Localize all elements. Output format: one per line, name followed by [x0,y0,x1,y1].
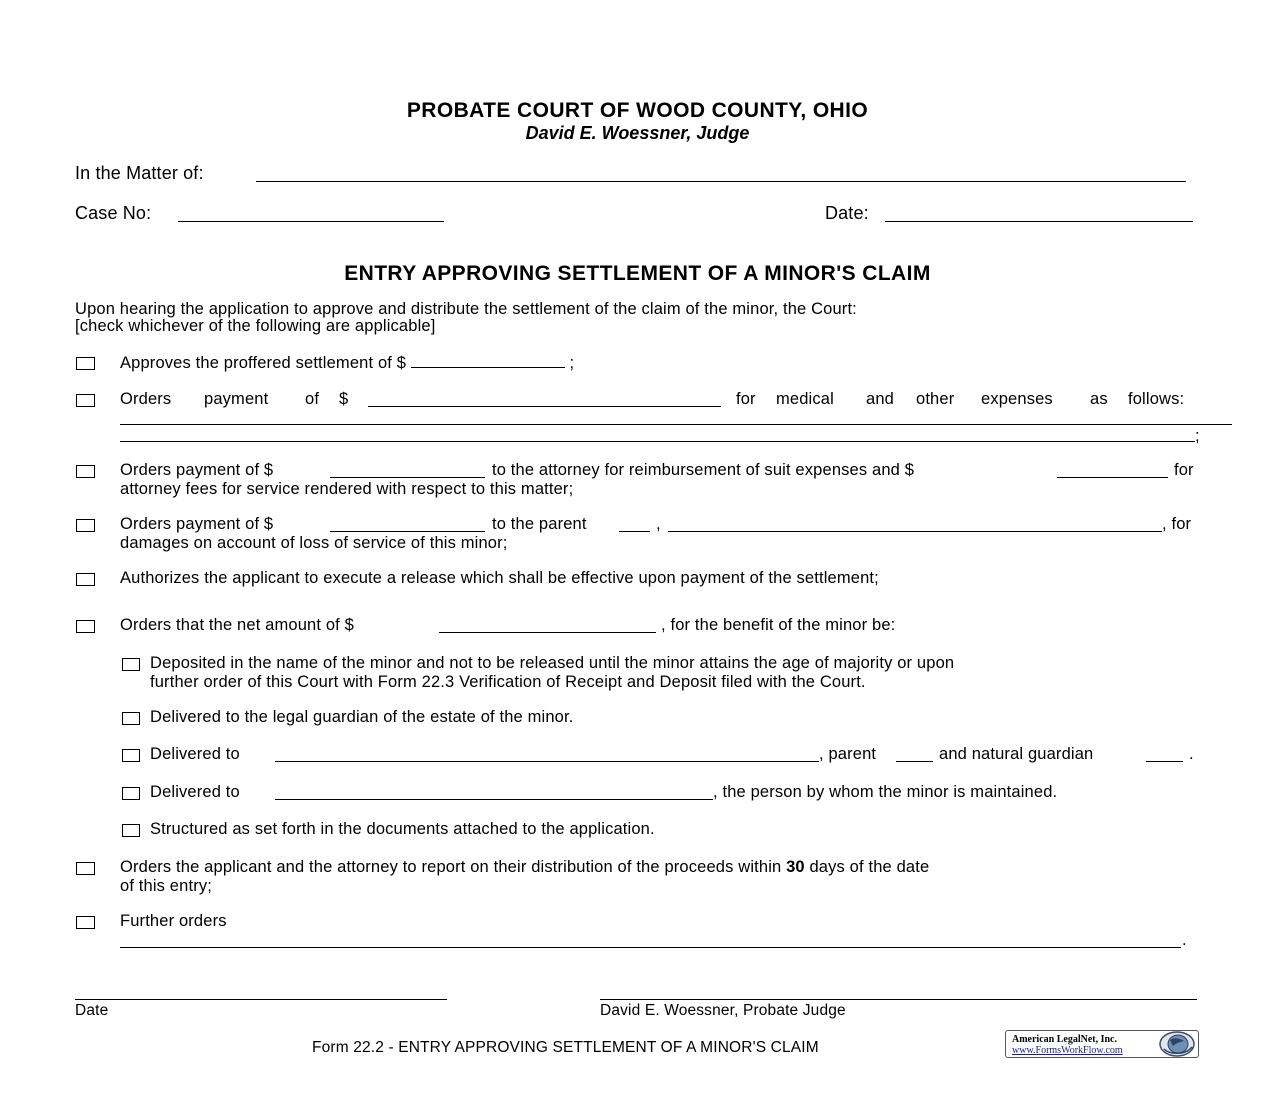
footer-form-name: Form 22.2 - ENTRY APPROVING SETTLEMENT OF A MINOR'S CLAIM [312,1039,819,1056]
attorney-line-2: attorney fees for service rendered with respect to this matter; [120,480,574,498]
delivered-parent-and: and natural guardian [939,745,1094,763]
attorney-fees-field[interactable] [1057,477,1168,478]
case-label: Case No: [75,203,152,223]
medical-word-expenses: expenses [981,390,1053,408]
logo-url[interactable]: www.FormsWorkFlow.com [1012,1045,1123,1056]
parent-comma: , [656,515,661,533]
report-line-1 [120,858,929,877]
approves-text [120,353,574,373]
delivered-parent-period: . [1189,745,1194,763]
medical-word-and: and [866,390,894,408]
case-field[interactable] [178,221,444,222]
deposited-line-2: further order of this Court with Form 22.3 Verification of Receipt and Deposit filed with the Court. [150,673,866,691]
date-label: Date: [825,203,869,223]
medical-amount-field[interactable] [368,406,721,407]
medical-word-payment: payment [204,390,269,408]
signature-date-label: Date [75,1002,109,1019]
medical-word-follows: follows: [1128,390,1185,408]
report-text: Orders the applicant and the attorney to report on their distribution of the proceeds within [120,858,782,876]
judge-signature-line[interactable] [600,999,1197,1000]
medical-word-dollar: $ [339,390,349,408]
deposited-checkbox[interactable] [122,658,140,671]
guardian-suffix-field[interactable] [1146,761,1183,762]
globe-icon [1158,1031,1196,1057]
american-legalnet-logo[interactable] [1005,1030,1199,1058]
further-period: . [1182,931,1187,949]
matter-label: In the Matter of: [75,163,204,183]
judge-signature-label: David E. Woessner, Probate Judge [600,1002,846,1019]
parent-checkbox[interactable] [76,519,95,532]
net-amount-checkbox[interactable] [76,620,95,633]
judge-subtitle: David E. Woessner, Judge [525,123,750,143]
guardian-text: Delivered to the legal guardian of the estate of the minor. [150,708,574,726]
delivered-parent-post: , parent [819,745,877,763]
delivered-parent-name-field[interactable] [275,761,819,762]
medical-word-as: as [1090,390,1108,408]
intro-line-1: Upon hearing the application to approve and distribute the settlement of the claim of the minor, the Court: [75,300,857,318]
delivered-person-name-field[interactable] [275,799,713,800]
parent-for: , for [1162,515,1192,533]
further-orders-field[interactable] [120,947,1181,948]
parent-name-field[interactable] [668,531,1162,532]
report-days: 30 [786,858,805,876]
parent-amount-field[interactable] [330,531,485,532]
approves-checkbox[interactable] [76,357,95,370]
structured-text: Structured as set forth in the documents attached to the application. [150,820,655,838]
matter-field[interactable] [256,181,1186,182]
medical-word-of: of [305,390,320,408]
delivered-person-post: , the person by whom the minor is maintained. [713,783,1058,801]
medical-detail-line-2[interactable] [120,441,1195,442]
approves-semicolon: ; [569,354,575,372]
medical-word-for: for [736,390,756,408]
settlement-amount-field[interactable] [411,353,565,368]
further-checkbox[interactable] [76,916,95,929]
release-text: Authorizes the applicant to execute a release which shall be effective upon payment of the settlement; [120,569,879,587]
deposited-line-1: Deposited in the name of the minor and not to be released until the minor attains the age of majority or upon [150,654,955,672]
parent-line-2: damages on account of loss of service of this minor; [120,534,508,552]
net-amount-field[interactable] [439,632,656,633]
parent-suffix-field-2[interactable] [896,761,933,762]
net-amount-post: , for the benefit of the minor be: [661,616,896,634]
structured-checkbox[interactable] [122,824,140,837]
court-title: PROBATE COURT OF WOOD COUNTY, OHIO [406,99,869,122]
guardian-checkbox[interactable] [122,712,140,725]
attorney-for: for [1174,461,1194,479]
delivered-person-checkbox[interactable] [122,787,140,800]
suit-expenses-field[interactable] [330,477,485,478]
release-checkbox[interactable] [76,573,95,586]
parent-label: Orders payment of $ [120,515,274,533]
further-label: Further orders [120,912,227,930]
delivered-person-label: Delivered to [150,783,240,801]
medical-checkbox[interactable] [76,394,95,407]
signature-date-line[interactable] [75,999,447,1000]
medical-word-orders: Orders [120,390,172,408]
medical-detail-line-1[interactable] [120,424,1232,425]
parent-mid-text: to the parent [492,515,587,533]
attorney-checkbox[interactable] [76,465,95,478]
date-field[interactable] [885,221,1193,222]
parent-suffix-field[interactable] [619,531,650,532]
report-text-end: days of the date [809,858,930,876]
net-amount-label: Orders that the net amount of $ [120,616,354,634]
medical-word-medical: medical [776,390,834,408]
medical-semicolon: ; [1195,427,1200,445]
approves-label: Approves the proffered settlement of $ [120,354,407,372]
report-line-2: of this entry; [120,877,212,895]
attorney-mid-text: to the attorney for reimbursement of suit expenses and $ [492,461,915,479]
delivered-parent-checkbox[interactable] [122,749,140,762]
report-checkbox[interactable] [76,862,95,875]
medical-word-other: other [916,390,955,408]
attorney-label: Orders payment of $ [120,461,274,479]
intro-line-2: [check whichever of the following are applicable] [75,317,436,335]
delivered-parent-label: Delivered to [150,745,240,763]
form-title: ENTRY APPROVING SETTLEMENT OF A MINOR'S CLAIM [344,262,931,285]
logo-name: American LegalNet, Inc. [1012,1034,1117,1045]
